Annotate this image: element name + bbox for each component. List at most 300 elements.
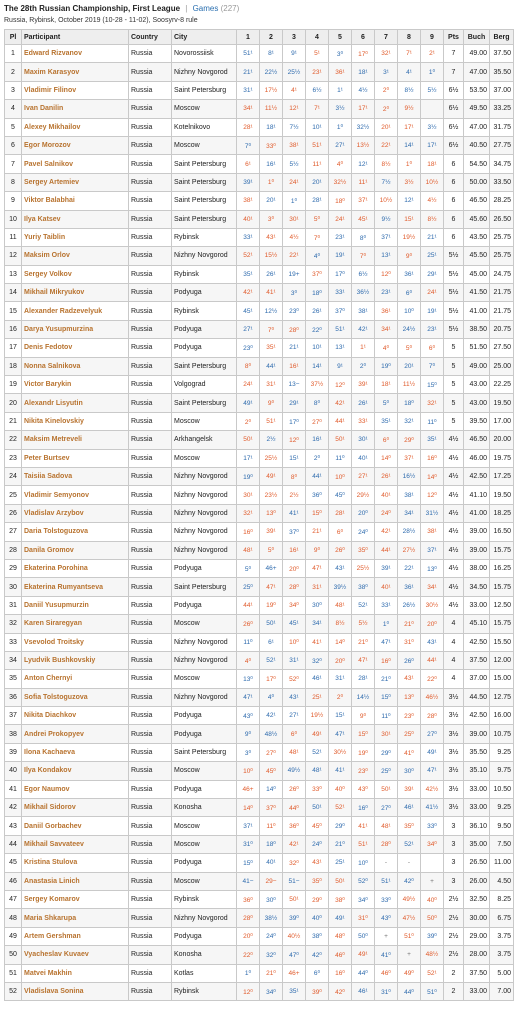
- round-result-cell[interactable]: 25¹: [329, 854, 352, 872]
- round-result-cell[interactable]: 40¹: [260, 854, 283, 872]
- round-result-cell[interactable]: 40⁰: [306, 909, 329, 927]
- round-result-cell[interactable]: 7⁰: [260, 320, 283, 338]
- round-result-cell[interactable]: 44¹: [237, 596, 260, 614]
- round-result-cell[interactable]: 16⁰: [329, 964, 352, 982]
- round-result-cell[interactable]: 51−: [283, 872, 306, 890]
- participant-link[interactable]: Vladislav Arzybov: [22, 504, 129, 522]
- round-result-cell[interactable]: 22¹: [283, 247, 306, 265]
- participant-link[interactable]: Daria Tolstoguzova: [22, 523, 129, 541]
- round-result-cell[interactable]: 5⁰: [375, 394, 398, 412]
- round-result-cell[interactable]: 19⁰: [352, 743, 375, 761]
- round-result-cell[interactable]: 21⁰: [260, 964, 283, 982]
- round-result-cell[interactable]: 29¹: [283, 394, 306, 412]
- round-result-cell[interactable]: 41⁰: [398, 743, 421, 761]
- round-result-cell[interactable]: 50¹: [283, 890, 306, 908]
- round-result-cell[interactable]: 37⁰: [260, 799, 283, 817]
- round-result-cell[interactable]: 26⁰: [237, 615, 260, 633]
- round-result-cell[interactable]: 51¹: [237, 45, 260, 63]
- round-result-cell[interactable]: 33⁰: [306, 780, 329, 798]
- round-result-cell[interactable]: 30¹: [237, 486, 260, 504]
- round-result-cell[interactable]: 45¹: [352, 210, 375, 228]
- round-result-cell[interactable]: 45⁰: [329, 486, 352, 504]
- round-result-cell[interactable]: 38¹: [421, 523, 444, 541]
- round-result-cell[interactable]: 11⁰: [375, 707, 398, 725]
- round-result-cell[interactable]: 2⁰: [375, 81, 398, 99]
- round-result-cell[interactable]: 46⁰: [329, 946, 352, 964]
- round-result-cell[interactable]: 26⁰: [398, 651, 421, 669]
- round-result-cell[interactable]: 50¹: [375, 780, 398, 798]
- round-result-cell[interactable]: 7½: [375, 173, 398, 191]
- round-result-cell[interactable]: 7⁰: [421, 357, 444, 375]
- participant-link[interactable]: Mikhail Mikryukov: [22, 284, 129, 302]
- round-result-cell[interactable]: 45⁰: [306, 817, 329, 835]
- round-result-cell[interactable]: 49¹: [260, 467, 283, 485]
- column-header[interactable]: Pl: [5, 30, 22, 45]
- round-result-cell[interactable]: 35¹: [237, 265, 260, 283]
- round-result-cell[interactable]: 30⁰: [398, 762, 421, 780]
- round-result-cell[interactable]: 5⁰: [237, 559, 260, 577]
- round-result-cell[interactable]: 1⁰: [283, 192, 306, 210]
- round-result-cell[interactable]: 33¹: [375, 596, 398, 614]
- round-result-cell[interactable]: 6⁰: [306, 964, 329, 982]
- column-header[interactable]: 6: [352, 30, 375, 45]
- round-result-cell[interactable]: 25½: [352, 559, 375, 577]
- round-result-cell[interactable]: 20⁰: [352, 504, 375, 522]
- round-result-cell[interactable]: 2⁰: [375, 100, 398, 118]
- round-result-cell[interactable]: 39¹: [260, 523, 283, 541]
- round-result-cell[interactable]: 7⁰: [352, 247, 375, 265]
- round-result-cell[interactable]: 49⁰: [398, 964, 421, 982]
- round-result-cell[interactable]: 30¹: [352, 431, 375, 449]
- round-result-cell[interactable]: 24¹: [237, 376, 260, 394]
- round-result-cell[interactable]: 19⁰: [237, 467, 260, 485]
- round-result-cell[interactable]: 51¹: [260, 412, 283, 430]
- round-result-cell[interactable]: 31⁰: [237, 835, 260, 853]
- round-result-cell[interactable]: 45⁰: [260, 762, 283, 780]
- round-result-cell[interactable]: 40¹: [237, 210, 260, 228]
- round-result-cell[interactable]: 31¹: [260, 376, 283, 394]
- round-result-cell[interactable]: 30½: [329, 743, 352, 761]
- round-result-cell[interactable]: 5½: [352, 615, 375, 633]
- round-result-cell[interactable]: 19½: [306, 707, 329, 725]
- round-result-cell[interactable]: 48¹: [306, 762, 329, 780]
- round-result-cell[interactable]: 6⁰: [329, 523, 352, 541]
- participant-link[interactable]: Vladimir Filinov: [22, 81, 129, 99]
- round-result-cell[interactable]: 7¹: [306, 100, 329, 118]
- round-result-cell[interactable]: 40½: [283, 927, 306, 945]
- round-result-cell[interactable]: 34⁰: [283, 596, 306, 614]
- round-result-cell[interactable]: 28⁰: [421, 707, 444, 725]
- round-result-cell[interactable]: 44¹: [306, 467, 329, 485]
- round-result-cell[interactable]: 5¹: [306, 45, 329, 63]
- round-result-cell[interactable]: 41½: [421, 799, 444, 817]
- round-result-cell[interactable]: 20¹: [306, 173, 329, 191]
- round-result-cell[interactable]: 49¹: [421, 743, 444, 761]
- round-result-cell[interactable]: 47¹: [306, 559, 329, 577]
- round-result-cell[interactable]: 14¹: [398, 136, 421, 154]
- round-result-cell[interactable]: 27¹: [352, 467, 375, 485]
- round-result-cell[interactable]: 18¹: [421, 155, 444, 173]
- column-header[interactable]: 1: [237, 30, 260, 45]
- round-result-cell[interactable]: 23¹: [421, 320, 444, 338]
- round-result-cell[interactable]: 33¹: [237, 228, 260, 246]
- round-result-cell[interactable]: +: [375, 927, 398, 945]
- round-result-cell[interactable]: 1¹: [352, 339, 375, 357]
- round-result-cell[interactable]: 7¹: [398, 45, 421, 63]
- games-link[interactable]: Games: [192, 4, 219, 13]
- round-result-cell[interactable]: 37¹: [421, 541, 444, 559]
- round-result-cell[interactable]: 24¹: [283, 173, 306, 191]
- round-result-cell[interactable]: 25⁰: [237, 578, 260, 596]
- round-result-cell[interactable]: 8⁰: [352, 228, 375, 246]
- round-result-cell[interactable]: 1⁰: [237, 964, 260, 982]
- round-result-cell[interactable]: 9⁰: [260, 394, 283, 412]
- round-result-cell[interactable]: 47½: [398, 909, 421, 927]
- round-result-cell[interactable]: 4⁰: [329, 155, 352, 173]
- round-result-cell[interactable]: 21⁰: [398, 615, 421, 633]
- round-result-cell[interactable]: 31¹: [329, 670, 352, 688]
- round-result-cell[interactable]: 31¹: [306, 578, 329, 596]
- participant-link[interactable]: Daniil Gorbachev: [22, 817, 129, 835]
- round-result-cell[interactable]: 43¹: [260, 228, 283, 246]
- round-result-cell[interactable]: 38½: [260, 909, 283, 927]
- round-result-cell[interactable]: 33⁰: [421, 817, 444, 835]
- round-result-cell[interactable]: 27½: [398, 541, 421, 559]
- round-result-cell[interactable]: 5⁰: [398, 339, 421, 357]
- participant-link[interactable]: Nikita Diachkov: [22, 707, 129, 725]
- round-result-cell[interactable]: 8⁰: [306, 394, 329, 412]
- round-result-cell[interactable]: 5½: [421, 81, 444, 99]
- round-result-cell[interactable]: 49½: [398, 890, 421, 908]
- round-result-cell[interactable]: 24⁰: [260, 927, 283, 945]
- round-result-cell[interactable]: 51¹: [375, 872, 398, 890]
- round-result-cell[interactable]: 30⁰: [260, 890, 283, 908]
- round-result-cell[interactable]: 24½: [398, 320, 421, 338]
- round-result-cell[interactable]: 25½: [283, 63, 306, 81]
- round-result-cell[interactable]: 16¹: [283, 357, 306, 375]
- round-result-cell[interactable]: 26¹: [306, 302, 329, 320]
- column-header[interactable]: 3: [283, 30, 306, 45]
- round-result-cell[interactable]: 3⁰: [329, 45, 352, 63]
- participant-link[interactable]: Maria Shkarupa: [22, 909, 129, 927]
- round-result-cell[interactable]: 8⁰: [283, 467, 306, 485]
- round-result-cell[interactable]: 16½: [398, 467, 421, 485]
- round-result-cell[interactable]: 3½: [421, 118, 444, 136]
- participant-link[interactable]: Victor Barykin: [22, 376, 129, 394]
- round-result-cell[interactable]: 33⁰: [260, 136, 283, 154]
- round-result-cell[interactable]: 4⁰: [260, 688, 283, 706]
- round-result-cell[interactable]: 1¹: [329, 81, 352, 99]
- round-result-cell[interactable]: 4¹: [283, 81, 306, 99]
- round-result-cell[interactable]: 42¹: [283, 835, 306, 853]
- participant-link[interactable]: Vladimir Semyonov: [22, 486, 129, 504]
- round-result-cell[interactable]: 19¹: [421, 302, 444, 320]
- participant-link[interactable]: Taisiia Sadova: [22, 467, 129, 485]
- round-result-cell[interactable]: 39¹: [352, 376, 375, 394]
- round-result-cell[interactable]: 21¹: [237, 63, 260, 81]
- round-result-cell[interactable]: 38⁰: [352, 578, 375, 596]
- round-result-cell[interactable]: 11¹: [306, 155, 329, 173]
- round-result-cell[interactable]: 13⁰: [260, 504, 283, 522]
- round-result-cell[interactable]: 14¹: [306, 357, 329, 375]
- round-result-cell[interactable]: 23¹: [375, 284, 398, 302]
- round-result-cell[interactable]: 28⁰: [375, 835, 398, 853]
- round-result-cell[interactable]: 4½: [283, 228, 306, 246]
- participant-link[interactable]: Karen Siraregyan: [22, 615, 129, 633]
- round-result-cell[interactable]: 11⁰: [421, 412, 444, 430]
- round-result-cell[interactable]: 5½: [283, 155, 306, 173]
- round-result-cell[interactable]: 52¹: [398, 835, 421, 853]
- round-result-cell[interactable]: 25½: [260, 449, 283, 467]
- round-result-cell[interactable]: 9⁰: [352, 707, 375, 725]
- round-result-cell[interactable]: 33¹: [352, 412, 375, 430]
- participant-link[interactable]: Ekaterina Porohina: [22, 559, 129, 577]
- round-result-cell[interactable]: 9¹: [329, 357, 352, 375]
- participant-link[interactable]: Egor Naumov: [22, 780, 129, 798]
- round-result-cell[interactable]: 35⁰: [398, 817, 421, 835]
- round-result-cell[interactable]: 32½: [329, 173, 352, 191]
- round-result-cell[interactable]: 18⁰: [306, 284, 329, 302]
- participant-link[interactable]: Viktor Balabhai: [22, 192, 129, 210]
- round-result-cell[interactable]: 36¹: [375, 302, 398, 320]
- round-result-cell[interactable]: 10⁰: [237, 762, 260, 780]
- participant-link[interactable]: Vyacheslav Kuvaev: [22, 946, 129, 964]
- round-result-cell[interactable]: 11⁰: [260, 817, 283, 835]
- round-result-cell[interactable]: 44¹: [375, 541, 398, 559]
- round-result-cell[interactable]: 37¹: [398, 449, 421, 467]
- round-result-cell[interactable]: 22⁰: [306, 320, 329, 338]
- round-result-cell[interactable]: 46⁰: [375, 964, 398, 982]
- round-result-cell[interactable]: 51⁰: [421, 982, 444, 1000]
- round-result-cell[interactable]: 31½: [421, 504, 444, 522]
- round-result-cell[interactable]: 5⁰: [306, 210, 329, 228]
- participant-link[interactable]: Yuriy Taiblin: [22, 228, 129, 246]
- column-header[interactable]: Participant: [22, 30, 129, 45]
- round-result-cell[interactable]: 29−: [260, 872, 283, 890]
- round-result-cell[interactable]: 4½: [352, 81, 375, 99]
- round-result-cell[interactable]: 34⁰: [421, 835, 444, 853]
- participant-link[interactable]: Sergey Volkov: [22, 265, 129, 283]
- round-result-cell[interactable]: 6¹: [260, 633, 283, 651]
- round-result-cell[interactable]: 36⁰: [237, 890, 260, 908]
- round-result-cell[interactable]: 20⁰: [329, 651, 352, 669]
- round-result-cell[interactable]: +: [421, 872, 444, 890]
- round-result-cell[interactable]: 15⁰: [375, 688, 398, 706]
- round-result-cell[interactable]: 14⁰: [329, 633, 352, 651]
- round-result-cell[interactable]: 35¹: [260, 339, 283, 357]
- round-result-cell[interactable]: 14⁰: [260, 780, 283, 798]
- round-result-cell[interactable]: 43¹: [421, 633, 444, 651]
- round-result-cell[interactable]: 11½: [398, 376, 421, 394]
- round-result-cell[interactable]: 3⁰: [283, 284, 306, 302]
- round-result-cell[interactable]: 43¹: [329, 559, 352, 577]
- round-result-cell[interactable]: 44¹: [421, 651, 444, 669]
- round-result-cell[interactable]: 17¹: [352, 100, 375, 118]
- round-result-cell[interactable]: 8½: [421, 210, 444, 228]
- round-result-cell[interactable]: 23¹: [329, 228, 352, 246]
- round-result-cell[interactable]: [421, 100, 444, 118]
- round-result-cell[interactable]: 27¹: [237, 320, 260, 338]
- column-header[interactable]: Berg: [490, 30, 514, 45]
- round-result-cell[interactable]: 36⁰: [283, 817, 306, 835]
- round-result-cell[interactable]: 21⁰: [329, 835, 352, 853]
- participant-link[interactable]: Sergey Artemiev: [22, 173, 129, 191]
- round-result-cell[interactable]: 49½: [283, 762, 306, 780]
- round-result-cell[interactable]: 43¹: [398, 670, 421, 688]
- round-result-cell[interactable]: 8⁰: [237, 357, 260, 375]
- round-result-cell[interactable]: 35⁰: [352, 541, 375, 559]
- round-result-cell[interactable]: 51¹: [306, 136, 329, 154]
- round-result-cell[interactable]: 3½: [398, 173, 421, 191]
- round-result-cell[interactable]: 34¹: [237, 100, 260, 118]
- round-result-cell[interactable]: 8½: [398, 81, 421, 99]
- round-result-cell[interactable]: 43¹: [283, 688, 306, 706]
- round-result-cell[interactable]: 34¹: [398, 504, 421, 522]
- round-result-cell[interactable]: 32½: [352, 118, 375, 136]
- round-result-cell[interactable]: 23½: [260, 486, 283, 504]
- participant-link[interactable]: Lyudvik Bushkovskiy: [22, 651, 129, 669]
- round-result-cell[interactable]: 43⁰: [237, 707, 260, 725]
- round-result-cell[interactable]: 9½: [398, 100, 421, 118]
- round-result-cell[interactable]: 21⁰: [375, 670, 398, 688]
- round-result-cell[interactable]: 28⁰: [283, 578, 306, 596]
- round-result-cell[interactable]: 4⁰: [375, 339, 398, 357]
- round-result-cell[interactable]: 39¹: [398, 780, 421, 798]
- participant-link[interactable]: Nikita Kinelovskiy: [22, 412, 129, 430]
- participant-link[interactable]: Ekaterina Rumyantseva: [22, 578, 129, 596]
- round-result-cell[interactable]: 21⁰: [352, 633, 375, 651]
- round-result-cell[interactable]: 48¹: [283, 743, 306, 761]
- round-result-cell[interactable]: 12¹: [352, 155, 375, 173]
- round-result-cell[interactable]: 8¹: [260, 45, 283, 63]
- round-result-cell[interactable]: 22¹: [375, 136, 398, 154]
- participant-link[interactable]: Ilona Kachaeva: [22, 743, 129, 761]
- round-result-cell[interactable]: 44¹: [260, 357, 283, 375]
- participant-link[interactable]: Vladislava Sonina: [22, 982, 129, 1000]
- round-result-cell[interactable]: 3½: [329, 100, 352, 118]
- round-result-cell[interactable]: 33⁰: [375, 890, 398, 908]
- round-result-cell[interactable]: 28¹: [329, 504, 352, 522]
- round-result-cell[interactable]: 2⁰: [237, 412, 260, 430]
- round-result-cell[interactable]: 31¹: [283, 651, 306, 669]
- round-result-cell[interactable]: 15⁰: [237, 854, 260, 872]
- round-result-cell[interactable]: 4¹: [398, 63, 421, 81]
- round-result-cell[interactable]: 50¹: [329, 872, 352, 890]
- round-result-cell[interactable]: 27⁰: [306, 412, 329, 430]
- round-result-cell[interactable]: 26⁰: [329, 541, 352, 559]
- round-result-cell[interactable]: 20¹: [375, 118, 398, 136]
- round-result-cell[interactable]: 39⁰: [421, 927, 444, 945]
- round-result-cell[interactable]: 46½: [421, 688, 444, 706]
- round-result-cell[interactable]: 27¹: [283, 707, 306, 725]
- round-result-cell[interactable]: 39½: [329, 578, 352, 596]
- round-result-cell[interactable]: 31⁰: [398, 633, 421, 651]
- round-result-cell[interactable]: 41−: [237, 872, 260, 890]
- participant-link[interactable]: Edward Rizvanov: [22, 45, 129, 63]
- round-result-cell[interactable]: 37⁰: [329, 302, 352, 320]
- round-result-cell[interactable]: 31⁰: [352, 909, 375, 927]
- round-result-cell[interactable]: 15¹: [398, 210, 421, 228]
- round-result-cell[interactable]: 4⁰: [237, 651, 260, 669]
- round-result-cell[interactable]: 12¹: [283, 100, 306, 118]
- round-result-cell[interactable]: 15¹: [283, 449, 306, 467]
- round-result-cell[interactable]: 46¹: [306, 670, 329, 688]
- round-result-cell[interactable]: 24⁰: [352, 523, 375, 541]
- round-result-cell[interactable]: 42⁰: [398, 872, 421, 890]
- column-header[interactable]: 9: [421, 30, 444, 45]
- round-result-cell[interactable]: 30½: [421, 596, 444, 614]
- round-result-cell[interactable]: 16¹: [260, 155, 283, 173]
- round-result-cell[interactable]: 32¹: [398, 412, 421, 430]
- round-result-cell[interactable]: 36¹: [329, 63, 352, 81]
- round-result-cell[interactable]: 25¹: [421, 247, 444, 265]
- round-result-cell[interactable]: 49¹: [329, 909, 352, 927]
- round-result-cell[interactable]: 14⁰: [237, 799, 260, 817]
- round-result-cell[interactable]: 48½: [421, 946, 444, 964]
- round-result-cell[interactable]: 6⁰: [421, 339, 444, 357]
- round-result-cell[interactable]: 2⁰: [329, 688, 352, 706]
- round-result-cell[interactable]: 3¹: [375, 63, 398, 81]
- round-result-cell[interactable]: 11⁰: [237, 633, 260, 651]
- round-result-cell[interactable]: 27⁰: [260, 743, 283, 761]
- round-result-cell[interactable]: 26½: [398, 596, 421, 614]
- round-result-cell[interactable]: 26⁰: [283, 780, 306, 798]
- round-result-cell[interactable]: 44¹: [329, 412, 352, 430]
- participant-link[interactable]: Alexander Radzevelyuk: [22, 302, 129, 320]
- round-result-cell[interactable]: 39⁰: [306, 982, 329, 1000]
- round-result-cell[interactable]: 7½: [283, 118, 306, 136]
- round-result-cell[interactable]: 24¹: [329, 210, 352, 228]
- round-result-cell[interactable]: 47⁰: [283, 946, 306, 964]
- round-result-cell[interactable]: 19¹: [329, 247, 352, 265]
- round-result-cell[interactable]: 47¹: [421, 762, 444, 780]
- round-result-cell[interactable]: 17¹: [421, 136, 444, 154]
- round-result-cell[interactable]: 26¹: [260, 265, 283, 283]
- round-result-cell[interactable]: 42⁰: [306, 946, 329, 964]
- round-result-cell[interactable]: 41¹: [329, 762, 352, 780]
- participant-link[interactable]: Maksim Orlov: [22, 247, 129, 265]
- round-result-cell[interactable]: 1⁰: [260, 173, 283, 191]
- round-result-cell[interactable]: 41⁰: [375, 946, 398, 964]
- round-result-cell[interactable]: 21¹: [306, 523, 329, 541]
- round-result-cell[interactable]: 21¹: [421, 228, 444, 246]
- round-result-cell[interactable]: 13−: [283, 376, 306, 394]
- round-result-cell[interactable]: 52⁰: [283, 670, 306, 688]
- round-result-cell[interactable]: 8½: [329, 615, 352, 633]
- round-result-cell[interactable]: 15⁰: [306, 504, 329, 522]
- round-result-cell[interactable]: 22⁰: [421, 670, 444, 688]
- round-result-cell[interactable]: 19⁰: [260, 596, 283, 614]
- round-result-cell[interactable]: 6⁰: [398, 284, 421, 302]
- round-result-cell[interactable]: 23⁰: [283, 302, 306, 320]
- round-result-cell[interactable]: 15¹: [329, 707, 352, 725]
- round-result-cell[interactable]: 36¹: [398, 265, 421, 283]
- round-result-cell[interactable]: 38¹: [283, 136, 306, 154]
- round-result-cell[interactable]: 32¹: [421, 394, 444, 412]
- round-result-cell[interactable]: 17⁰: [329, 265, 352, 283]
- round-result-cell[interactable]: 26¹: [352, 394, 375, 412]
- participant-link[interactable]: Artem Gershman: [22, 927, 129, 945]
- participant-link[interactable]: Matvei Makhin: [22, 964, 129, 982]
- round-result-cell[interactable]: 2⁰: [306, 449, 329, 467]
- round-result-cell[interactable]: 31⁰: [375, 982, 398, 1000]
- round-result-cell[interactable]: 52¹: [352, 596, 375, 614]
- round-result-cell[interactable]: 3⁰: [260, 210, 283, 228]
- participant-link[interactable]: Danila Gromov: [22, 541, 129, 559]
- round-result-cell[interactable]: 16¹: [283, 541, 306, 559]
- round-result-cell[interactable]: 46+: [283, 964, 306, 982]
- round-result-cell[interactable]: 12⁰: [421, 486, 444, 504]
